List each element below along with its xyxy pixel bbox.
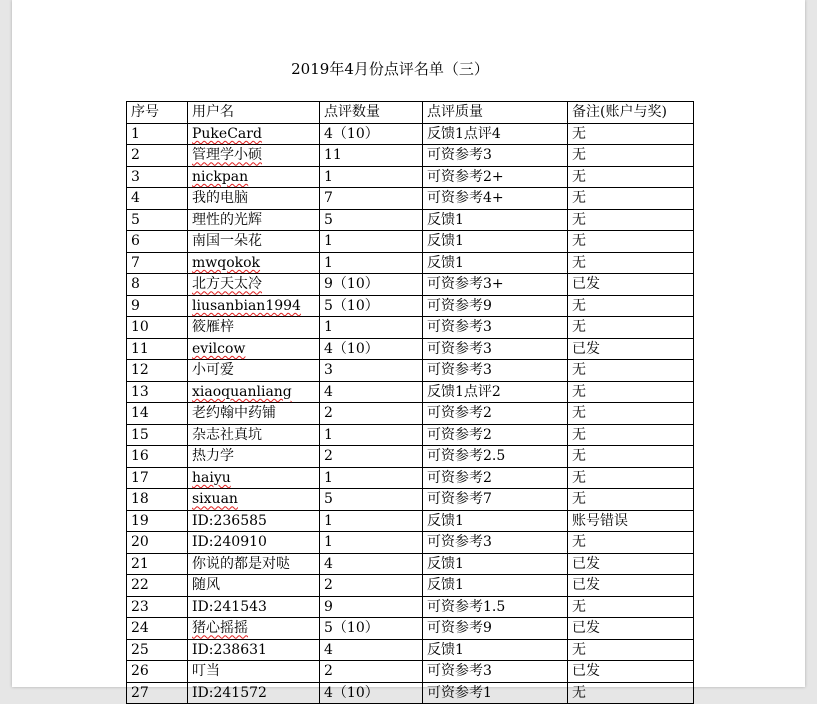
spellcheck-flagged-text: mwqokok	[192, 254, 261, 271]
cell-note: 无	[568, 403, 694, 425]
cell-user: 随风	[188, 575, 320, 597]
table-row	[127, 295, 694, 317]
cell-note: 已发	[568, 661, 694, 683]
cell-no: 25	[127, 639, 188, 661]
table-row	[127, 317, 694, 339]
cell-no: 2	[127, 145, 188, 167]
spellcheck-flagged-text: liusanbian1994	[192, 297, 301, 314]
cell-count: 1	[320, 510, 423, 532]
document-page	[12, 0, 805, 701]
cell-user	[188, 338, 320, 360]
cell-user	[188, 274, 320, 296]
table-row	[127, 682, 694, 704]
cell-user	[188, 145, 320, 167]
cell-count: 4	[320, 553, 423, 575]
cell-count: 5（10）	[320, 618, 423, 640]
cell-no: 14	[127, 403, 188, 425]
cell-note: 无	[568, 295, 694, 317]
spellcheck-flagged-text: PukeCard	[192, 125, 262, 142]
cell-quality: 可资参考3	[423, 145, 568, 167]
cell-count: 9（10）	[320, 274, 423, 296]
cell-user	[188, 123, 320, 145]
cell-note: 无	[568, 532, 694, 554]
cell-user: 理性的光辉	[188, 209, 320, 231]
table-row	[127, 639, 694, 661]
cell-no: 16	[127, 446, 188, 468]
cell-note: 无	[568, 188, 694, 210]
cell-count: 4（10）	[320, 123, 423, 145]
cell-user: ID:241572	[188, 682, 320, 704]
spellcheck-flagged-text: sixuan	[192, 491, 238, 508]
cell-count: 5	[320, 209, 423, 231]
cell-note: 无	[568, 252, 694, 274]
cell-no: 18	[127, 489, 188, 511]
cell-no: 7	[127, 252, 188, 274]
cell-note: 无	[568, 166, 694, 188]
cell-note: 无	[568, 489, 694, 511]
cell-no: 24	[127, 618, 188, 640]
cell-user: 叮当	[188, 661, 320, 683]
spellcheck-flagged-text: nickpan	[192, 168, 249, 185]
cell-count: 1	[320, 166, 423, 188]
cell-user: 你说的都是对哒	[188, 553, 320, 575]
cell-count: 1	[320, 252, 423, 274]
cell-no: 11	[127, 338, 188, 360]
cell-note: 无	[568, 446, 694, 468]
cell-count: 9	[320, 596, 423, 618]
spellcheck-flagged-text: 猪心摇摇	[192, 620, 248, 637]
table-row	[127, 403, 694, 425]
table-row	[127, 252, 694, 274]
cell-user: ID:236585	[188, 510, 320, 532]
cell-note: 无	[568, 467, 694, 489]
cell-no: 22	[127, 575, 188, 597]
cell-user: 筱雁梓	[188, 317, 320, 339]
table-row	[127, 338, 694, 360]
cell-note: 已发	[568, 575, 694, 597]
table-row	[127, 274, 694, 296]
cell-quality: 可资参考9	[423, 618, 568, 640]
table-row	[127, 123, 694, 145]
cell-count: 1	[320, 424, 423, 446]
cell-user: ID:240910	[188, 532, 320, 554]
table-row	[127, 489, 694, 511]
cell-quality: 可资参考3+	[423, 274, 568, 296]
page-title: 2019年4月份点评名单（三）	[291, 60, 489, 78]
cell-count: 1	[320, 532, 423, 554]
cell-note: 已发	[568, 274, 694, 296]
cell-no: 4	[127, 188, 188, 210]
spellcheck-flagged-text: xiaoquanliang	[192, 383, 292, 400]
cell-count: 2	[320, 446, 423, 468]
cell-no: 15	[127, 424, 188, 446]
table-row	[127, 166, 694, 188]
cell-no: 5	[127, 209, 188, 231]
cell-quality: 反馈1点评2	[423, 381, 568, 403]
column-header-no: 序号	[127, 102, 188, 124]
cell-count: 2	[320, 575, 423, 597]
cell-user: ID:238631	[188, 639, 320, 661]
table-row	[127, 467, 694, 489]
cell-note: 无	[568, 424, 694, 446]
cell-quality: 反馈1	[423, 510, 568, 532]
roster-table	[126, 101, 694, 704]
cell-user	[188, 166, 320, 188]
cell-count: 2	[320, 403, 423, 425]
cell-quality: 反馈1	[423, 575, 568, 597]
header-row	[127, 102, 694, 124]
table-row	[127, 231, 694, 253]
cell-note: 无	[568, 231, 694, 253]
cell-user: 南国一朵花	[188, 231, 320, 253]
table-row	[127, 145, 694, 167]
table-row	[127, 188, 694, 210]
cell-count: 1	[320, 467, 423, 489]
cell-no: 3	[127, 166, 188, 188]
cell-no: 6	[127, 231, 188, 253]
cell-count: 3	[320, 360, 423, 382]
cell-no: 26	[127, 661, 188, 683]
cell-quality: 可资参考1	[423, 682, 568, 704]
table-row	[127, 575, 694, 597]
cell-note: 无	[568, 209, 694, 231]
spellcheck-flagged-text: 管理学小硕	[192, 147, 262, 164]
cell-count: 1	[320, 231, 423, 253]
cell-no: 12	[127, 360, 188, 382]
column-header-user: 用户名	[188, 102, 320, 124]
cell-no: 8	[127, 274, 188, 296]
cell-no: 9	[127, 295, 188, 317]
column-header-count: 点评数量	[320, 102, 423, 124]
cell-user: 我的电脑	[188, 188, 320, 210]
cell-user	[188, 489, 320, 511]
cell-note: 已发	[568, 553, 694, 575]
cell-no: 20	[127, 532, 188, 554]
spellcheck-flagged-text: 北方天太冷	[192, 276, 262, 293]
cell-note: 无	[568, 381, 694, 403]
cell-quality: 反馈1	[423, 252, 568, 274]
cell-user	[188, 618, 320, 640]
cell-quality: 可资参考7	[423, 489, 568, 511]
table-row	[127, 661, 694, 683]
cell-no: 21	[127, 553, 188, 575]
cell-quality: 可资参考3	[423, 532, 568, 554]
cell-no: 19	[127, 510, 188, 532]
table-body	[127, 123, 694, 704]
cell-quality: 可资参考9	[423, 295, 568, 317]
cell-note: 无	[568, 360, 694, 382]
cell-note: 无	[568, 596, 694, 618]
table-row	[127, 532, 694, 554]
table-row	[127, 209, 694, 231]
cell-quality: 反馈1	[423, 231, 568, 253]
cell-quality: 可资参考1.5	[423, 596, 568, 618]
table-row	[127, 360, 694, 382]
table-row	[127, 510, 694, 532]
cell-user: 杂志社真坑	[188, 424, 320, 446]
cell-user: 热力学	[188, 446, 320, 468]
cell-count: 5（10）	[320, 295, 423, 317]
cell-quality: 可资参考2	[423, 403, 568, 425]
cell-user: 老约翰中药铺	[188, 403, 320, 425]
cell-user	[188, 381, 320, 403]
cell-quality: 可资参考3	[423, 317, 568, 339]
table-row	[127, 596, 694, 618]
cell-quality: 可资参考2.5	[423, 446, 568, 468]
cell-quality: 可资参考3	[423, 360, 568, 382]
cell-note: 已发	[568, 338, 694, 360]
cell-count: 1	[320, 317, 423, 339]
cell-count: 4	[320, 381, 423, 403]
cell-no: 23	[127, 596, 188, 618]
cell-note: 已发	[568, 618, 694, 640]
table-row	[127, 381, 694, 403]
cell-quality: 反馈1	[423, 209, 568, 231]
cell-no: 1	[127, 123, 188, 145]
cell-note: 无	[568, 317, 694, 339]
table-row	[127, 553, 694, 575]
cell-count: 4（10）	[320, 338, 423, 360]
cell-count: 2	[320, 661, 423, 683]
cell-no: 13	[127, 381, 188, 403]
cell-note: 无	[568, 145, 694, 167]
cell-note: 无	[568, 123, 694, 145]
cell-count: 4	[320, 639, 423, 661]
spellcheck-flagged-text: haiyu	[192, 469, 231, 486]
cell-note: 无	[568, 682, 694, 704]
cell-quality: 反馈1点评4	[423, 123, 568, 145]
cell-quality: 可资参考4+	[423, 188, 568, 210]
cell-note: 无	[568, 639, 694, 661]
cell-quality: 反馈1	[423, 553, 568, 575]
cell-user: 小可爱	[188, 360, 320, 382]
table-row	[127, 446, 694, 468]
cell-quality: 可资参考3	[423, 661, 568, 683]
cell-user: ID:241543	[188, 596, 320, 618]
spellcheck-flagged-text: evilcow	[192, 340, 246, 357]
cell-user	[188, 295, 320, 317]
cell-quality: 可资参考2	[423, 467, 568, 489]
cell-user	[188, 252, 320, 274]
cell-no: 27	[127, 682, 188, 704]
cell-quality: 可资参考2+	[423, 166, 568, 188]
table-row	[127, 618, 694, 640]
cell-count: 5	[320, 489, 423, 511]
cell-quality: 可资参考3	[423, 338, 568, 360]
column-header-quality: 点评质量	[423, 102, 568, 124]
table-row	[127, 424, 694, 446]
cell-note: 账号错误	[568, 510, 694, 532]
cell-count: 11	[320, 145, 423, 167]
column-header-note: 备注(账户与奖)	[568, 102, 694, 124]
cell-quality: 反馈1	[423, 639, 568, 661]
cell-count: 4（10）	[320, 682, 423, 704]
cell-no: 17	[127, 467, 188, 489]
cell-count: 7	[320, 188, 423, 210]
cell-user	[188, 467, 320, 489]
cell-quality: 可资参考2	[423, 424, 568, 446]
cell-no: 10	[127, 317, 188, 339]
